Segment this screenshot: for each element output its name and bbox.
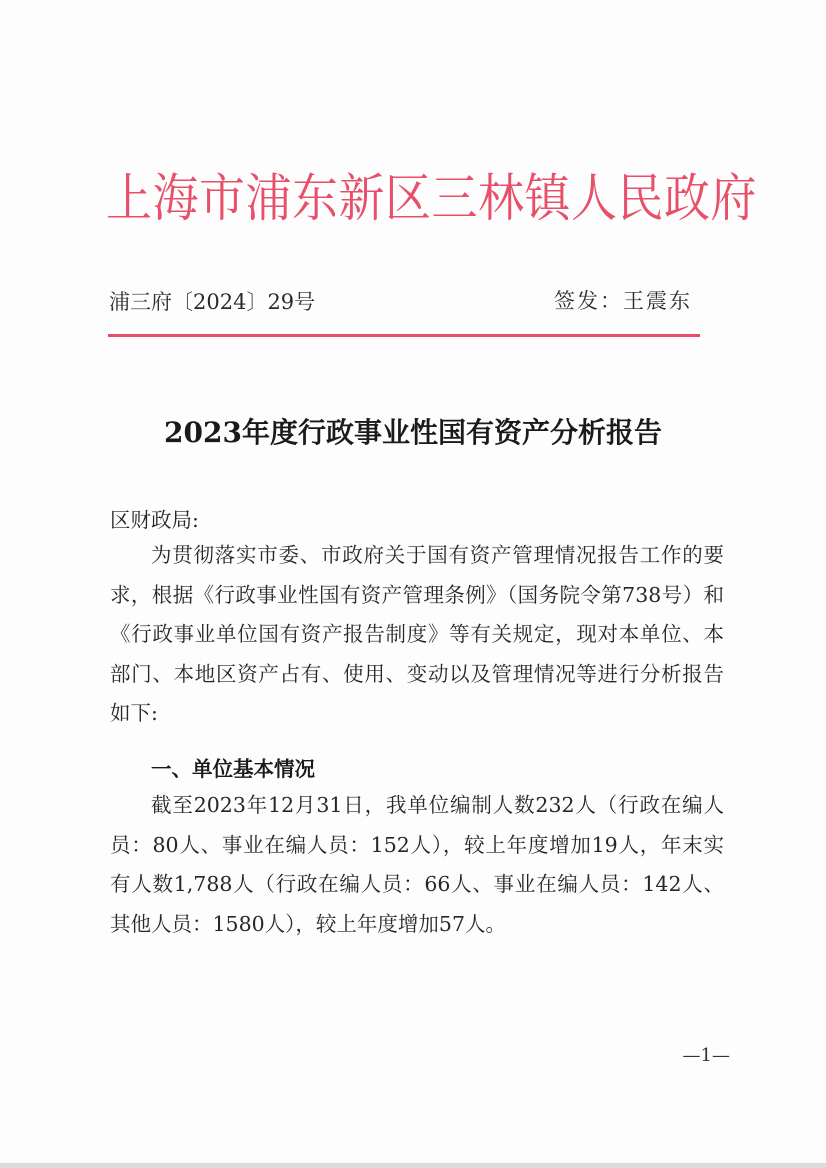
document-title: 2023年度行政事业性国有资产分析报告 [164, 416, 662, 449]
paragraph-text: 为贯彻落实市委、市政府关于国有资产管理情况报告工作的要求，根据《行政事业性国有资产管理条例》（国务院令第738号）和《行政事业单位国有资产报告制度》等有关规定，现对本单位、本部门、本地区资产占有、使用、变动以及管理情况等进行分析报告如下: [110, 543, 724, 726]
document-number: 浦三府〔2024〕29号 [109, 290, 316, 314]
red-divider-line [108, 334, 700, 337]
salutation: 区财政局: [110, 508, 199, 532]
section-heading-1: 一、单位基本情况 [151, 757, 315, 781]
issuer-masthead: 上海市浦东新区三林镇人民政府 [106, 168, 757, 229]
scan-bottom-edge [0, 1163, 826, 1168]
body-paragraph-2 [110, 786, 724, 944]
signer: 签发：王震东 [554, 289, 692, 313]
paragraph-text: 截至2023年12月31日，我单位编制人数232人（行政在编人员：80人、事业在编人员：152人），较上年度增加19人，年末实有人数1,788人（行政在编人员：66人、事业在编人员：142人、其他人员：1580人），较上年度增加57人。 [110, 793, 724, 936]
page-number: —1— [682, 1045, 730, 1066]
body-paragraph-1 [110, 536, 724, 734]
